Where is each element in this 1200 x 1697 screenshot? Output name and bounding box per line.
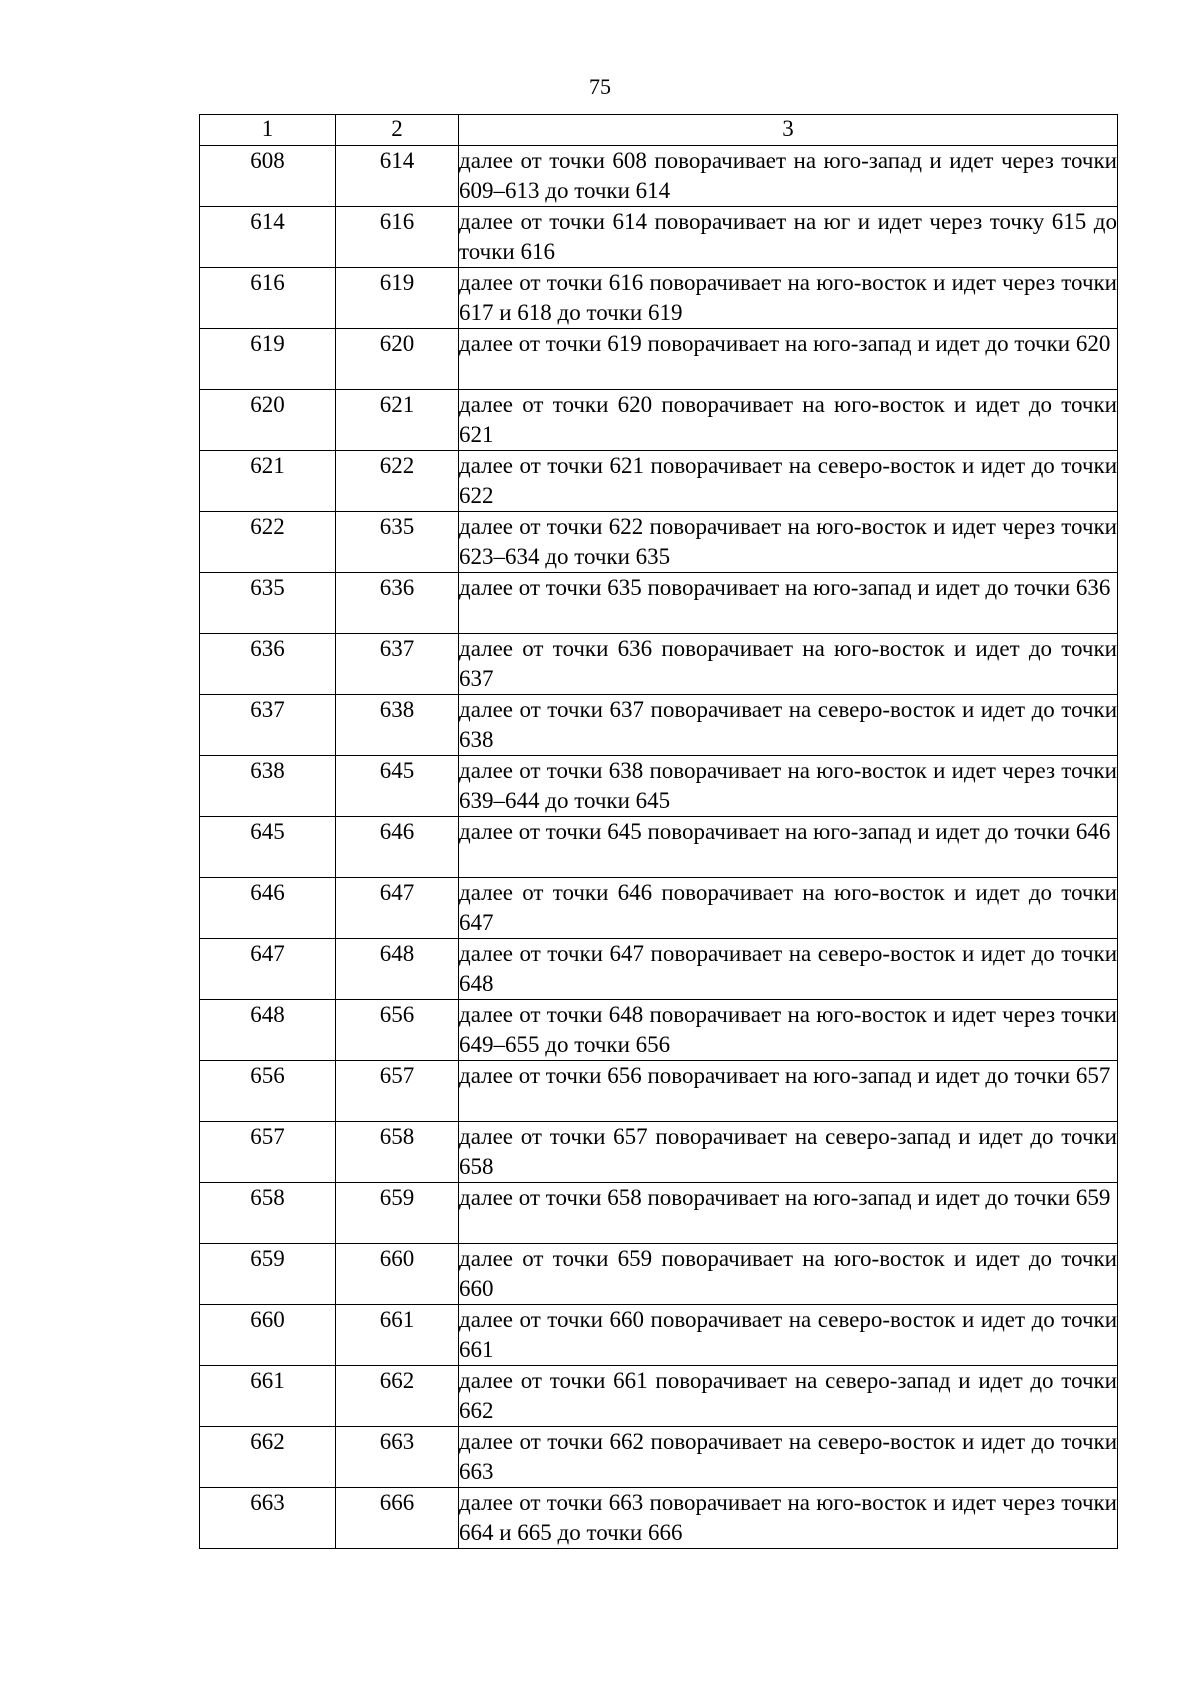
route-description-cell: далее от точки 647 поворачивает на северо-восток и идет до точки 648 (459, 939, 1118, 1000)
route-table (199, 114, 1118, 1549)
table-row (200, 1000, 1118, 1061)
from-point-cell: 645 (200, 817, 336, 878)
header-cell-1: 1 (200, 115, 336, 146)
table-row (200, 817, 1118, 878)
from-point-cell: 647 (200, 939, 336, 1000)
from-point-cell: 620 (200, 390, 336, 451)
to-point-cell: 622 (336, 451, 459, 512)
from-point-cell: 621 (200, 451, 336, 512)
route-description-cell: далее от точки 608 поворачивает на юго-запад и идет через точки 609–613 до точки 614 (459, 146, 1118, 207)
route-description-cell: далее от точки 661 поворачивает на северо-запад и идет до точки 662 (459, 1366, 1118, 1427)
to-point-cell: 646 (336, 817, 459, 878)
from-point-cell: 661 (200, 1366, 336, 1427)
route-description-cell: далее от точки 657 поворачивает на северо-запад и идет до точки 658 (459, 1122, 1118, 1183)
from-point-cell: 616 (200, 268, 336, 329)
route-description-cell: далее от точки 658 поворачивает на юго-запад и идет до точки 659 (459, 1183, 1118, 1244)
table-row (200, 1366, 1118, 1427)
table-row (200, 634, 1118, 695)
table-row (200, 1305, 1118, 1366)
from-point-cell: 660 (200, 1305, 336, 1366)
to-point-cell: 659 (336, 1183, 459, 1244)
to-point-cell: 661 (336, 1305, 459, 1366)
table-row (200, 1061, 1118, 1122)
from-point-cell: 659 (200, 1244, 336, 1305)
table-row (200, 451, 1118, 512)
to-point-cell: 662 (336, 1366, 459, 1427)
table-row (200, 878, 1118, 939)
from-point-cell: 658 (200, 1183, 336, 1244)
route-description-cell: далее от точки 622 поворачивает на юго-восток и идет через точки 623–634 до точки 635 (459, 512, 1118, 573)
to-point-cell: 648 (336, 939, 459, 1000)
route-description-cell: далее от точки 614 поворачивает на юг и идет через точку 615 до точки 616 (459, 207, 1118, 268)
route-description-cell: далее от точки 663 поворачивает на юго-восток и идет через точки 664 и 665 до точки 666 (459, 1488, 1118, 1549)
from-point-cell: 614 (200, 207, 336, 268)
route-description-cell: далее от точки 616 поворачивает на юго-восток и идет через точки 617 и 618 до точки 619 (459, 268, 1118, 329)
table-row (200, 207, 1118, 268)
route-description-cell: далее от точки 638 поворачивает на юго-восток и идет через точки 639–644 до точки 645 (459, 756, 1118, 817)
to-point-cell: 657 (336, 1061, 459, 1122)
route-description-cell: далее от точки 621 поворачивает на северо-восток и идет до точки 622 (459, 451, 1118, 512)
route-description-cell: далее от точки 636 поворачивает на юго-восток и идет до точки 637 (459, 634, 1118, 695)
to-point-cell: 637 (336, 634, 459, 695)
from-point-cell: 608 (200, 146, 336, 207)
from-point-cell: 648 (200, 1000, 336, 1061)
from-point-cell: 646 (200, 878, 336, 939)
to-point-cell: 638 (336, 695, 459, 756)
route-description-cell: далее от точки 656 поворачивает на юго-запад и идет до точки 657 (459, 1061, 1118, 1122)
from-point-cell: 635 (200, 573, 336, 634)
table-row (200, 390, 1118, 451)
table-row (200, 695, 1118, 756)
from-point-cell: 622 (200, 512, 336, 573)
from-point-cell: 662 (200, 1427, 336, 1488)
table-row (200, 329, 1118, 390)
to-point-cell: 656 (336, 1000, 459, 1061)
to-point-cell: 620 (336, 329, 459, 390)
table-row (200, 573, 1118, 634)
route-description-cell: далее от точки 648 поворачивает на юго-восток и идет через точки 649–655 до точки 656 (459, 1000, 1118, 1061)
to-point-cell: 621 (336, 390, 459, 451)
to-point-cell: 636 (336, 573, 459, 634)
to-point-cell: 666 (336, 1488, 459, 1549)
table-row (200, 756, 1118, 817)
from-point-cell: 619 (200, 329, 336, 390)
to-point-cell: 645 (336, 756, 459, 817)
route-description-cell: далее от точки 635 поворачивает на юго-запад и идет до точки 636 (459, 573, 1118, 634)
from-point-cell: 638 (200, 756, 336, 817)
route-description-cell: далее от точки 619 поворачивает на юго-запад и идет до точки 620 (459, 329, 1118, 390)
to-point-cell: 663 (336, 1427, 459, 1488)
header-cell-2: 2 (336, 115, 459, 146)
table-row (200, 1183, 1118, 1244)
header-cell-3: 3 (459, 115, 1118, 146)
route-description-cell: далее от точки 646 поворачивает на юго-восток и идет до точки 647 (459, 878, 1118, 939)
from-point-cell: 637 (200, 695, 336, 756)
to-point-cell: 635 (336, 512, 459, 573)
to-point-cell: 658 (336, 1122, 459, 1183)
table-row (200, 146, 1118, 207)
from-point-cell: 656 (200, 1061, 336, 1122)
route-description-cell: далее от точки 662 поворачивает на северо-восток и идет до точки 663 (459, 1427, 1118, 1488)
table-row (200, 1244, 1118, 1305)
from-point-cell: 663 (200, 1488, 336, 1549)
route-description-cell: далее от точки 660 поворачивает на северо-восток и идет до точки 661 (459, 1305, 1118, 1366)
route-description-cell: далее от точки 659 поворачивает на юго-восток и идет до точки 660 (459, 1244, 1118, 1305)
to-point-cell: 619 (336, 268, 459, 329)
table-row (200, 1122, 1118, 1183)
to-point-cell: 616 (336, 207, 459, 268)
route-description-cell: далее от точки 645 поворачивает на юго-запад и идет до точки 646 (459, 817, 1118, 878)
route-description-cell: далее от точки 637 поворачивает на северо-восток и идет до точки 638 (459, 695, 1118, 756)
table-row (200, 1488, 1118, 1549)
to-point-cell: 614 (336, 146, 459, 207)
table-row (200, 268, 1118, 329)
page-number: 75 (589, 74, 611, 99)
from-point-cell: 636 (200, 634, 336, 695)
to-point-cell: 647 (336, 878, 459, 939)
header-row (200, 115, 1118, 146)
table-row (200, 512, 1118, 573)
to-point-cell: 660 (336, 1244, 459, 1305)
table-row (200, 1427, 1118, 1488)
table-body (200, 115, 1118, 1549)
table-row (200, 939, 1118, 1000)
from-point-cell: 657 (200, 1122, 336, 1183)
route-description-cell: далее от точки 620 поворачивает на юго-восток и идет до точки 621 (459, 390, 1118, 451)
